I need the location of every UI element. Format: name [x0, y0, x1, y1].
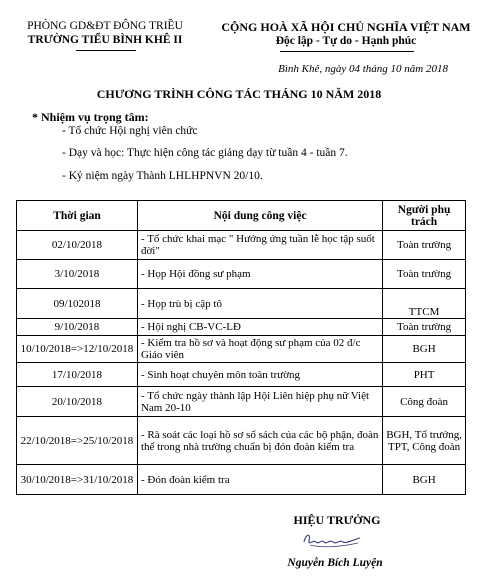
row-person: Công đoàn — [383, 387, 466, 417]
row-person: PHT — [383, 363, 466, 387]
nation-name: CỘNG HOÀ XÃ HỘI CHỦ NGHĨA VIỆT NAM — [221, 20, 471, 34]
row-date: 22/10/2018=>25/10/2018 — [17, 417, 138, 465]
row-person: Toàn trường — [383, 231, 466, 260]
table-row — [17, 387, 466, 417]
table-row — [17, 465, 466, 495]
row-content: - Tổ chức ngày thành lập Hội Liên hiệp phụ nữ Việt Nam 20-10 — [137, 387, 382, 417]
table-row — [17, 260, 466, 289]
header-person: Người phụ trách — [383, 201, 466, 231]
table-row — [17, 336, 466, 363]
row-date: 10/10/2018=>12/10/2018 — [17, 336, 138, 363]
row-content: - Sinh hoạt chuyên môn toàn trường — [137, 363, 382, 387]
row-person: Toàn trường — [383, 260, 466, 289]
row-content: - Tổ chức khai mạc " Hưởng ứng tuần lễ học tập suốt đời" — [137, 231, 382, 260]
row-date: 30/10/2018=>31/10/2018 — [17, 465, 138, 495]
table-row — [17, 363, 466, 387]
row-content: - Rà soát các loại hồ sơ sổ sách của các bộ phận, đoàn thể trong nhà trường chuẩn bị đón đoàn kiểm tra — [137, 417, 382, 465]
date-line: Bình Khê, ngày 04 tháng 10 năm 2018 — [278, 63, 448, 75]
row-date: 3/10/2018 — [17, 260, 138, 289]
row-content: - Họp trù bị cập tô — [137, 289, 382, 319]
focus-heading: * Nhiệm vụ trọng tâm: — [32, 110, 149, 124]
motto-underline — [280, 51, 414, 52]
row-content: - Đón đoàn kiểm tra — [137, 465, 382, 495]
focus-item: - Dạy và học: Thực hiện công tác giảng dạy từ tuần 4 - tuần 7. — [62, 147, 348, 159]
table-row — [17, 319, 466, 336]
row-date: 09/102018 — [17, 289, 138, 319]
row-date: 9/10/2018 — [17, 319, 138, 336]
table-row — [17, 231, 466, 260]
row-content: - Họp Hội đồng sư phạm — [137, 260, 382, 289]
school-name: TRƯỜNG TIỂU BÌNH KHÊ II — [27, 34, 183, 46]
row-person: Toàn trường — [383, 319, 466, 336]
principal-title: HIỆU TRƯỞNG — [293, 513, 381, 527]
schedule-table — [16, 200, 466, 495]
school-underline — [76, 50, 136, 51]
motto: Độc lập - Tự do - Hạnh phúc — [275, 35, 417, 47]
table-header-row — [17, 201, 466, 231]
table-row — [17, 417, 466, 465]
row-person: BGH — [383, 336, 466, 363]
agency-name: PHÒNG GD&ĐT ĐÔNG TRIỀU — [27, 20, 183, 32]
row-person: BGH, Tổ trưởng, TPT, Công đoàn — [383, 417, 466, 465]
header-time: Thời gian — [17, 201, 138, 231]
row-person: BGH — [383, 465, 466, 495]
signature — [300, 529, 364, 551]
row-date: 02/10/2018 — [17, 231, 138, 260]
header-content: Nội dung công việc — [137, 201, 382, 231]
row-content: - Hội nghị CB-VC-LĐ — [137, 319, 382, 336]
row-content: - Kiểm tra hồ sơ và hoạt động sư phạm của 02 đ/c Giáo viên — [137, 336, 382, 363]
principal-name: Nguyễn Bích Luyện — [287, 557, 383, 569]
table-row — [17, 289, 466, 319]
row-person: TTCM — [383, 289, 466, 319]
document-title: CHƯƠNG TRÌNH CÔNG TÁC THÁNG 10 NĂM 2018 — [96, 87, 382, 101]
row-date: 17/10/2018 — [17, 363, 138, 387]
row-date: 20/10/2018 — [17, 387, 138, 417]
focus-item: - Tổ chức Hội nghị viên chức — [62, 125, 198, 137]
focus-item: - Kỷ niệm ngày Thành LHLHPNVN 20/10. — [62, 170, 263, 182]
